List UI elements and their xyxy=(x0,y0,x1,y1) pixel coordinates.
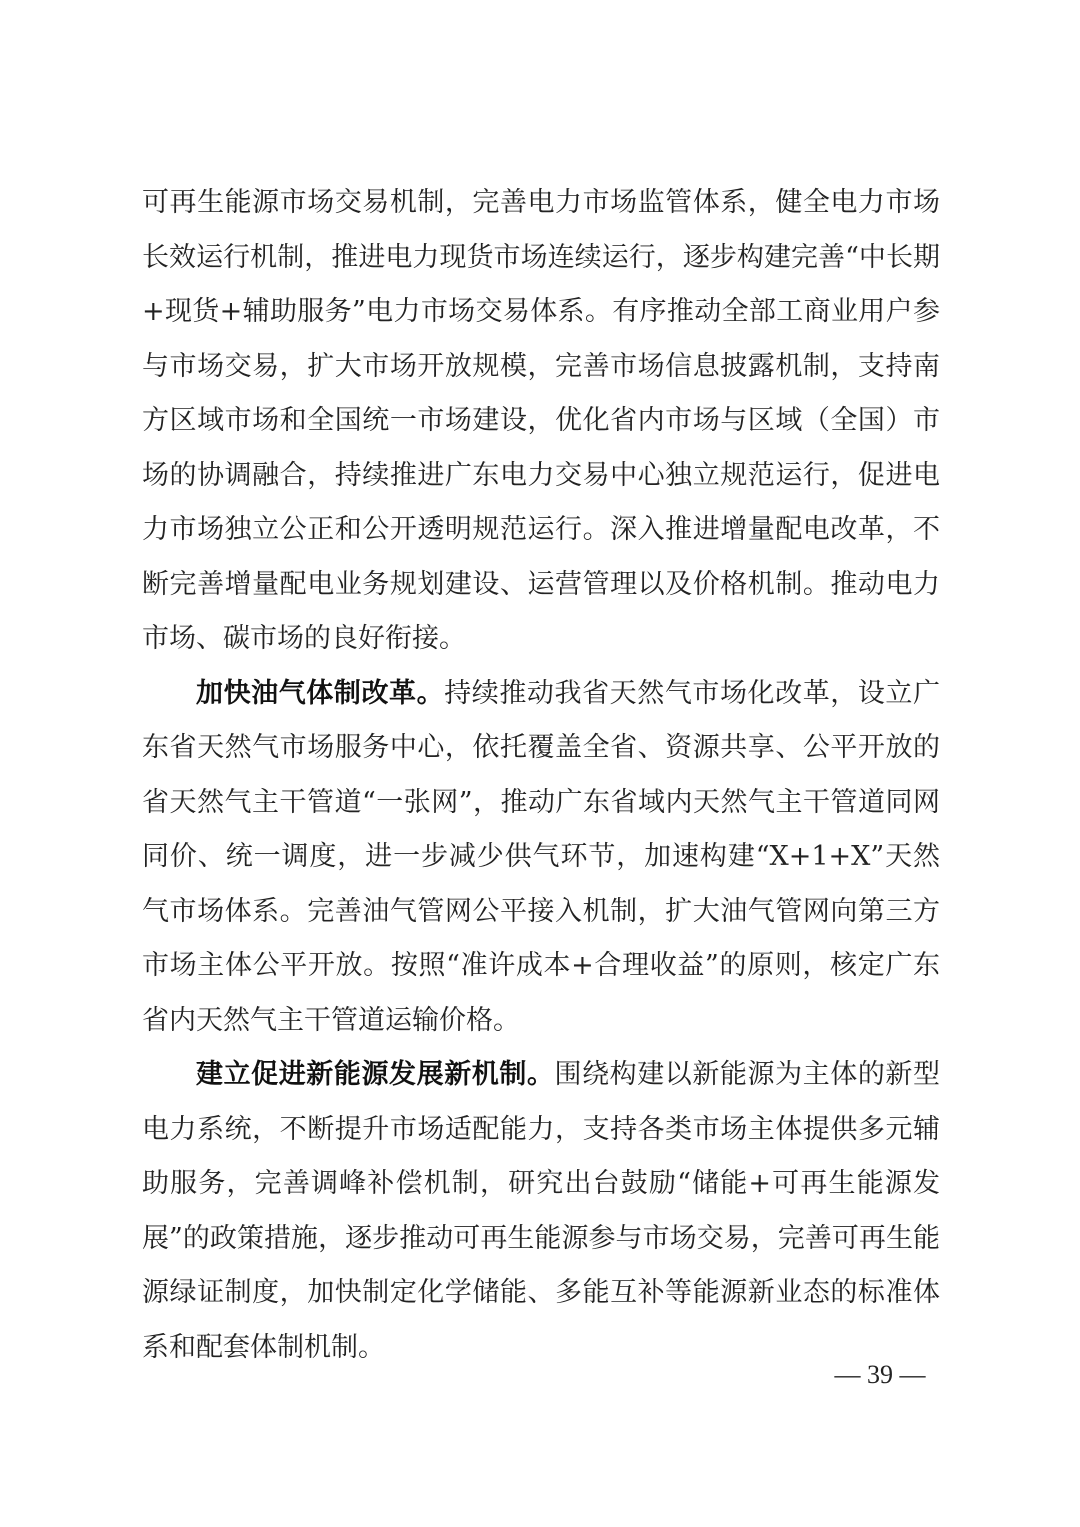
paragraph-new-energy-mechanism xyxy=(142,1048,940,1375)
paragraph-body: 围绕构建以新能源为主体的新型电力系统，不断提升市场适配能力，支持各类市场主体提供多元辅助服务，完善调峰补偿机制，研究出台鼓励“储能+可再生能源发展”的政策措施，逐步推动可再生能源参与市场交易，完善可再生能源绿证制度，加快制定化学储能、多能互补等能源新业态的标准体系和配套体制机制。 xyxy=(142,1059,940,1363)
paragraph-electricity-market: 可再生能源市场交易机制，完善电力市场监管体系，健全电力市场长效运行机制，推进电力现货市场连续运行，逐步构建完善“中长期+现货+辅助服务”电力市场交易体系。有序推动全部工商业用户参与市场交易，扩大市场开放规模，完善市场信息披露机制，支持南方区域市场和全国统一市场建设，优化省内市场与区域（全国）市场的协调融合，持续推进广东电力交易中心独立规范运行，促进电力市场独立公正和公开透明规范运行。深入推进增量配电改革，不断完善增量配电业务规划建设、运营管理以及价格机制。推动电力市场、碳市场的良好衔接。 xyxy=(142,187,940,654)
paragraph-oil-gas-reform xyxy=(142,667,940,1049)
body-text xyxy=(142,176,940,1375)
paragraph-body: 持续推动我省天然气市场化改革，设立广东省天然气市场服务中心，依托覆盖全省、资源共享、公平开放的省天然气主干管道“一张网”，推动广东省域内天然气主干管道同网同价、统一调度，进一步减少供气环节，加速构建“X+1+X”天然气市场体系。完善油气管网公平接入机制，扩大油气管网向第三方市场主体公平开放。按照“准许成本+合理收益”的原则，核定广东省内天然气主干管道运输价格。 xyxy=(142,677,941,1036)
paragraph-heading: 建立促进新能源发展新机制。 xyxy=(196,1059,555,1090)
page-number: — 39 — xyxy=(834,1360,926,1389)
paragraph-heading: 加快油气体制改革。 xyxy=(196,677,445,709)
